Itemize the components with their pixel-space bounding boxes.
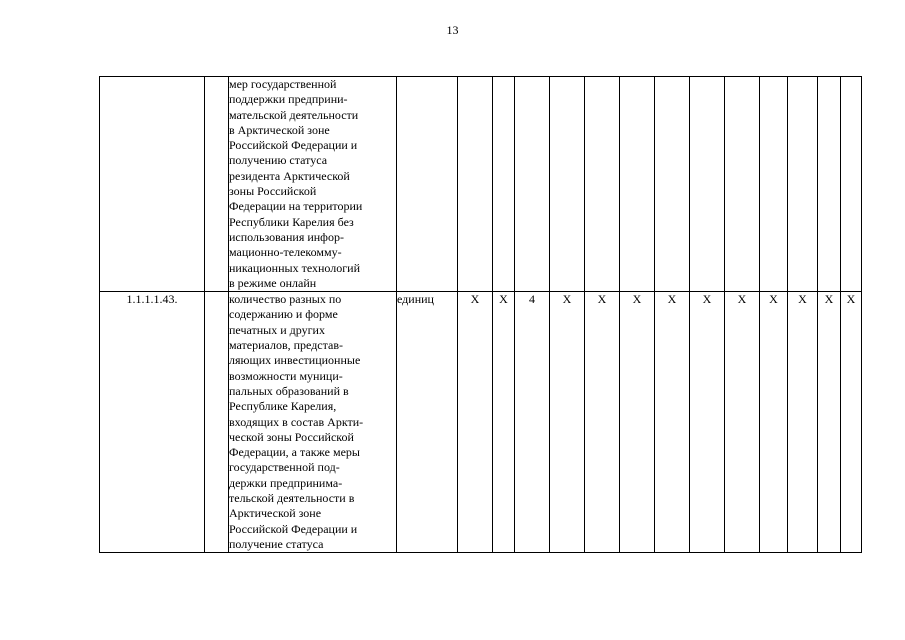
value-cell: Х bbox=[585, 292, 620, 553]
value-cell: Х bbox=[550, 292, 585, 553]
value-cell: 4 bbox=[515, 292, 550, 553]
description-line: пальных образований в bbox=[229, 383, 349, 398]
blank-cell bbox=[205, 77, 229, 292]
description-line: входящих в состав Аркти- bbox=[229, 414, 364, 429]
table-row bbox=[100, 77, 862, 292]
description-line: поддержки предприни- bbox=[229, 92, 348, 107]
description-line: мационно-телекомму- bbox=[229, 245, 342, 260]
description-line: возможности муници- bbox=[229, 368, 343, 383]
description-line: государственной под- bbox=[229, 460, 340, 475]
row-number-cell: 1.1.1.1.43. bbox=[100, 292, 205, 553]
value-cell: Х bbox=[493, 292, 515, 553]
value-cell bbox=[585, 77, 620, 292]
value-cell bbox=[458, 77, 493, 292]
value-cell: Х bbox=[788, 292, 818, 553]
description-line: тельской деятельности в bbox=[229, 491, 355, 506]
description-line: получение статуса bbox=[229, 536, 324, 551]
description-line: Республики Карелия без bbox=[229, 214, 354, 229]
value-cell: Х bbox=[725, 292, 760, 553]
description-line: в режиме онлайн bbox=[229, 275, 317, 290]
value-cell bbox=[515, 77, 550, 292]
indicator-table bbox=[99, 76, 862, 553]
description-line: Федерации на территории bbox=[229, 199, 363, 214]
description-line: Российской Федерации и bbox=[229, 138, 358, 153]
value-cell: Х bbox=[458, 292, 493, 553]
description-line: Российской Федерации и bbox=[229, 521, 358, 536]
description-line: ческой зоны Российской bbox=[229, 429, 354, 444]
value-cell bbox=[550, 77, 585, 292]
description-line: использования инфор- bbox=[229, 229, 344, 244]
table-body bbox=[100, 77, 862, 553]
description-line: резидента Арктической bbox=[229, 168, 350, 183]
page-number: 13 bbox=[446, 23, 459, 37]
description-line: в Арктической зоне bbox=[229, 122, 330, 137]
value-cell bbox=[788, 77, 818, 292]
value-cell bbox=[818, 77, 841, 292]
blank-cell bbox=[205, 292, 229, 553]
value-cell bbox=[493, 77, 515, 292]
value-cell: Х bbox=[620, 292, 655, 553]
description-line: ляющих инвестиционные bbox=[229, 353, 361, 368]
description-cell bbox=[229, 77, 397, 292]
description-line: никационных технологий bbox=[229, 260, 360, 275]
description-line: мательской деятельности bbox=[229, 107, 359, 122]
row-number-cell bbox=[100, 77, 205, 292]
description-line: Республике Карелия, bbox=[229, 399, 337, 414]
value-cell bbox=[620, 77, 655, 292]
value-cell bbox=[725, 77, 760, 292]
unit-cell: единиц bbox=[397, 292, 458, 553]
table-row bbox=[100, 292, 862, 553]
unit-cell bbox=[397, 77, 458, 292]
description-line: держки предпринима- bbox=[229, 475, 343, 490]
value-cell: Х bbox=[818, 292, 841, 553]
value-cell: Х bbox=[760, 292, 788, 553]
description-line: содержанию и форме bbox=[229, 307, 338, 322]
description-line: Арктической зоне bbox=[229, 506, 322, 521]
description-line: печатных и других bbox=[229, 322, 325, 337]
description-line: материалов, представ- bbox=[229, 338, 344, 353]
description-line: Федерации, а также меры bbox=[229, 445, 360, 460]
value-cell bbox=[690, 77, 725, 292]
description-cell bbox=[229, 292, 397, 553]
value-cell: Х bbox=[690, 292, 725, 553]
description-line: получению статуса bbox=[229, 153, 328, 168]
value-cell bbox=[655, 77, 690, 292]
value-cell bbox=[760, 77, 788, 292]
description-line: количество разных по bbox=[229, 292, 342, 307]
value-cell bbox=[841, 77, 862, 292]
value-cell: Х bbox=[655, 292, 690, 553]
description-line: зоны Российской bbox=[229, 184, 317, 199]
description-line: мер государственной bbox=[229, 77, 337, 91]
value-cell: Х bbox=[841, 292, 862, 553]
